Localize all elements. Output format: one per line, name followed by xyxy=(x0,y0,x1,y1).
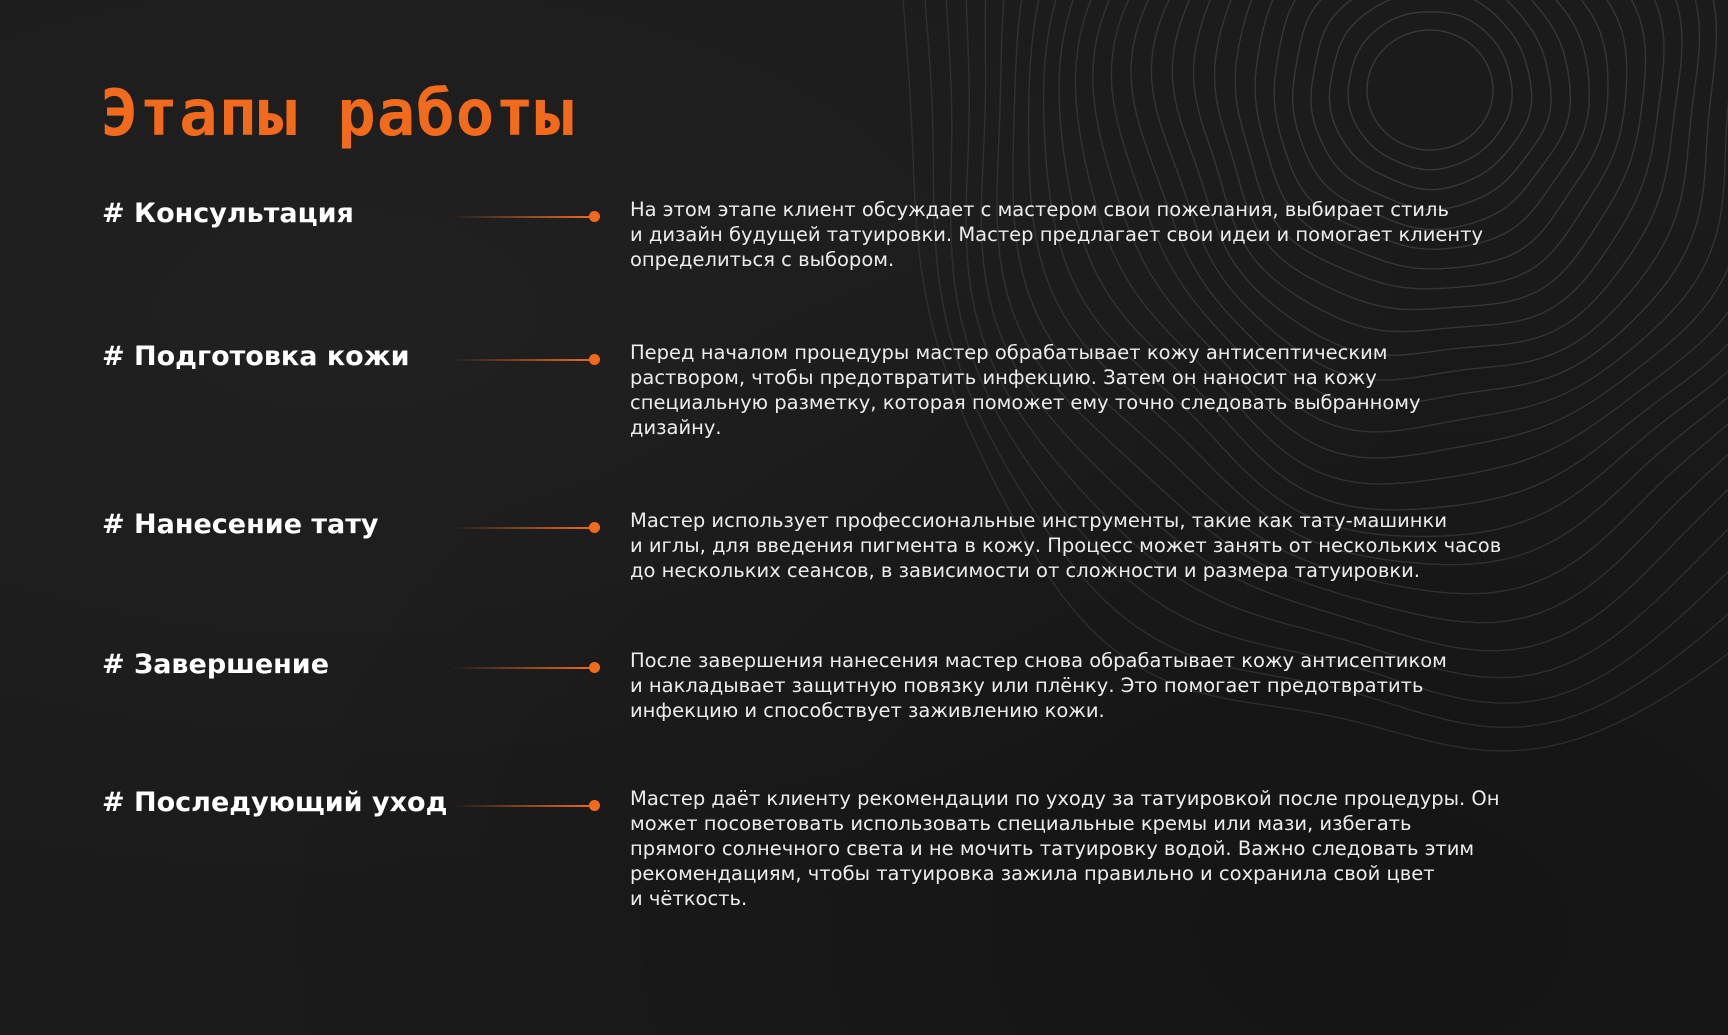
step-description: После завершения нанесения мастер снова обрабатывает кожу антисептиком и накладывает защитную повязку или плёнку. Это помогает предотвратить инфекцию и способствует заживлению кожи. xyxy=(630,649,1447,722)
step-label: # Нанесение тату xyxy=(102,509,379,540)
step-label: # Подготовка кожи xyxy=(102,341,410,372)
connector-dot xyxy=(589,211,600,222)
connector-line xyxy=(450,216,595,218)
connector-dot xyxy=(589,800,600,811)
connector-line xyxy=(450,805,595,807)
connector xyxy=(450,662,600,674)
connector-line xyxy=(450,527,595,529)
page-title: Этапы работы xyxy=(100,77,575,151)
step-description: Мастер даёт клиенту рекомендации по уходу за татуировкой после процедуры. Он может посоветовать использовать специальные кремы или мази, избегать прямого солнечного света и не мочить татуировку водой. Важно следовать этим рекомендациям, чтобы татуировка зажила правильно и сохранила свой цвет и чёткость. xyxy=(630,787,1500,910)
step-description: На этом этапе клиент обсуждает с мастером свои пожелания, выбирает стиль и дизайн будущей татуировки. Мастер предлагает свои идеи и помогает клиенту определиться с выбором. xyxy=(630,198,1484,271)
connector-dot xyxy=(589,522,600,533)
connector xyxy=(450,522,600,534)
step-label: # Консультация xyxy=(102,198,354,229)
step-label: # Последующий уход xyxy=(102,787,448,818)
connector-line xyxy=(450,667,595,669)
connector xyxy=(450,800,600,812)
step-description: Мастер использует профессиональные инструменты, такие как тату-машинки и иглы, для введения пигмента в кожу. Процесс может занять от нескольких часов до нескольких сеансов, в зависимости от сложности и размера татуировки. xyxy=(630,509,1502,582)
connector xyxy=(450,211,600,223)
connector-dot xyxy=(589,354,600,365)
connector-dot xyxy=(589,662,600,673)
connector xyxy=(450,354,600,366)
connector-line xyxy=(450,359,595,361)
step-description: Перед началом процедуры мастер обрабатывает кожу антисептическим раствором, чтобы предотвратить инфекцию. Затем он наносит на кожу специальную разметку, которая поможет ему точно следовать выбранному дизайну. xyxy=(630,341,1421,439)
step-label: # Завершение xyxy=(102,649,330,680)
